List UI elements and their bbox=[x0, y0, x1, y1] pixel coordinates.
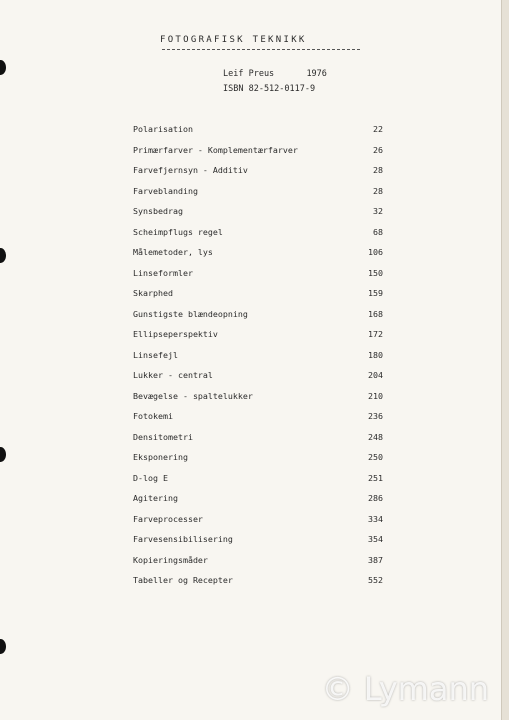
toc-page-number: 250 bbox=[368, 452, 383, 462]
toc-row bbox=[133, 575, 383, 596]
toc-row bbox=[133, 514, 383, 535]
toc-row bbox=[133, 186, 383, 207]
toc-row bbox=[133, 493, 383, 514]
toc-page-number: 286 bbox=[368, 493, 383, 503]
toc-title: Synsbedrag bbox=[133, 206, 183, 216]
toc-row bbox=[133, 473, 383, 494]
toc-title: Farveprocesser bbox=[133, 513, 203, 524]
toc-title: Polarisation bbox=[133, 124, 193, 134]
toc-row bbox=[133, 432, 383, 453]
toc-title: Farvesensibilisering bbox=[133, 534, 233, 544]
punch-hole bbox=[0, 639, 6, 654]
title-underline bbox=[162, 49, 360, 50]
toc-page-number: 28 bbox=[373, 165, 383, 175]
toc-page-number: 204 bbox=[368, 370, 383, 380]
toc-row bbox=[133, 391, 383, 412]
toc-page-number: 168 bbox=[368, 308, 383, 319]
toc-title: Farveblanding bbox=[133, 185, 198, 196]
toc-title: Målemetoder, lys bbox=[133, 247, 213, 257]
toc-title: Lukker - central bbox=[133, 370, 213, 380]
toc-title: Primærfarver - Komplementærfarver bbox=[133, 144, 298, 155]
toc-row bbox=[133, 165, 383, 186]
toc-row bbox=[133, 555, 383, 576]
toc-page-number: 172 bbox=[368, 329, 383, 339]
toc-page-number: 236 bbox=[368, 411, 383, 421]
punch-hole bbox=[0, 447, 6, 462]
toc-page-number: 106 bbox=[368, 247, 383, 257]
toc-title: Skarphed bbox=[133, 288, 173, 298]
toc-title: D-log E bbox=[133, 472, 168, 483]
table-of-contents bbox=[133, 124, 383, 596]
toc-page-number: 150 bbox=[368, 267, 383, 278]
toc-row bbox=[133, 534, 383, 555]
toc-title: Densitometri bbox=[133, 431, 193, 442]
author-line bbox=[223, 69, 327, 79]
toc-title: Bevægelse - spaltelukker bbox=[133, 390, 253, 401]
toc-row bbox=[133, 288, 383, 309]
toc-row bbox=[133, 350, 383, 371]
toc-page-number: 251 bbox=[368, 472, 383, 483]
toc-row bbox=[133, 452, 383, 473]
toc-row bbox=[133, 145, 383, 166]
document-title: FOTOGRAFISK TEKNIKK bbox=[160, 35, 307, 45]
toc-row bbox=[133, 309, 383, 330]
watermark: © Lymann bbox=[321, 670, 489, 708]
toc-page-number: 387 bbox=[368, 554, 383, 565]
toc-title: Linsefejl bbox=[133, 349, 178, 360]
toc-title: Ellipseperspektiv bbox=[133, 329, 218, 339]
toc-row bbox=[133, 206, 383, 227]
toc-title: Eksponering bbox=[133, 452, 188, 462]
page-edge bbox=[501, 0, 509, 720]
year: 1976 bbox=[306, 69, 327, 79]
isbn: ISBN 82-512-0117-9 bbox=[223, 84, 316, 94]
toc-page-number: 28 bbox=[373, 185, 383, 196]
toc-title: Tabeller og Recepter bbox=[133, 575, 233, 585]
toc-page-number: 68 bbox=[373, 226, 383, 237]
toc-row bbox=[133, 370, 383, 391]
toc-title: Agitering bbox=[133, 493, 178, 503]
toc-page-number: 334 bbox=[368, 513, 383, 524]
toc-title: Linseformler bbox=[133, 267, 193, 278]
toc-row bbox=[133, 227, 383, 248]
toc-page-number: 32 bbox=[373, 206, 383, 216]
toc-page-number: 180 bbox=[368, 349, 383, 360]
toc-page-number: 159 bbox=[368, 288, 383, 298]
toc-page-number: 26 bbox=[373, 144, 383, 155]
toc-title: Fotokemi bbox=[133, 411, 173, 421]
toc-page-number: 354 bbox=[368, 534, 383, 544]
punch-hole bbox=[0, 60, 6, 75]
toc-page-number: 22 bbox=[373, 124, 383, 134]
toc-title: Farvefjernsyn - Additiv bbox=[133, 165, 248, 175]
toc-row bbox=[133, 247, 383, 268]
punch-hole bbox=[0, 248, 6, 263]
toc-page-number: 552 bbox=[368, 575, 383, 585]
toc-row bbox=[133, 411, 383, 432]
toc-title: Gunstigste blændeopning bbox=[133, 308, 248, 319]
toc-row bbox=[133, 329, 383, 350]
toc-page-number: 248 bbox=[368, 431, 383, 442]
toc-title: Scheimpflugs regel bbox=[133, 226, 223, 237]
toc-page-number: 210 bbox=[368, 390, 383, 401]
toc-row bbox=[133, 124, 383, 145]
toc-title: Kopieringsmåder bbox=[133, 554, 208, 565]
author: Leif Preus bbox=[223, 69, 275, 79]
toc-row bbox=[133, 268, 383, 289]
